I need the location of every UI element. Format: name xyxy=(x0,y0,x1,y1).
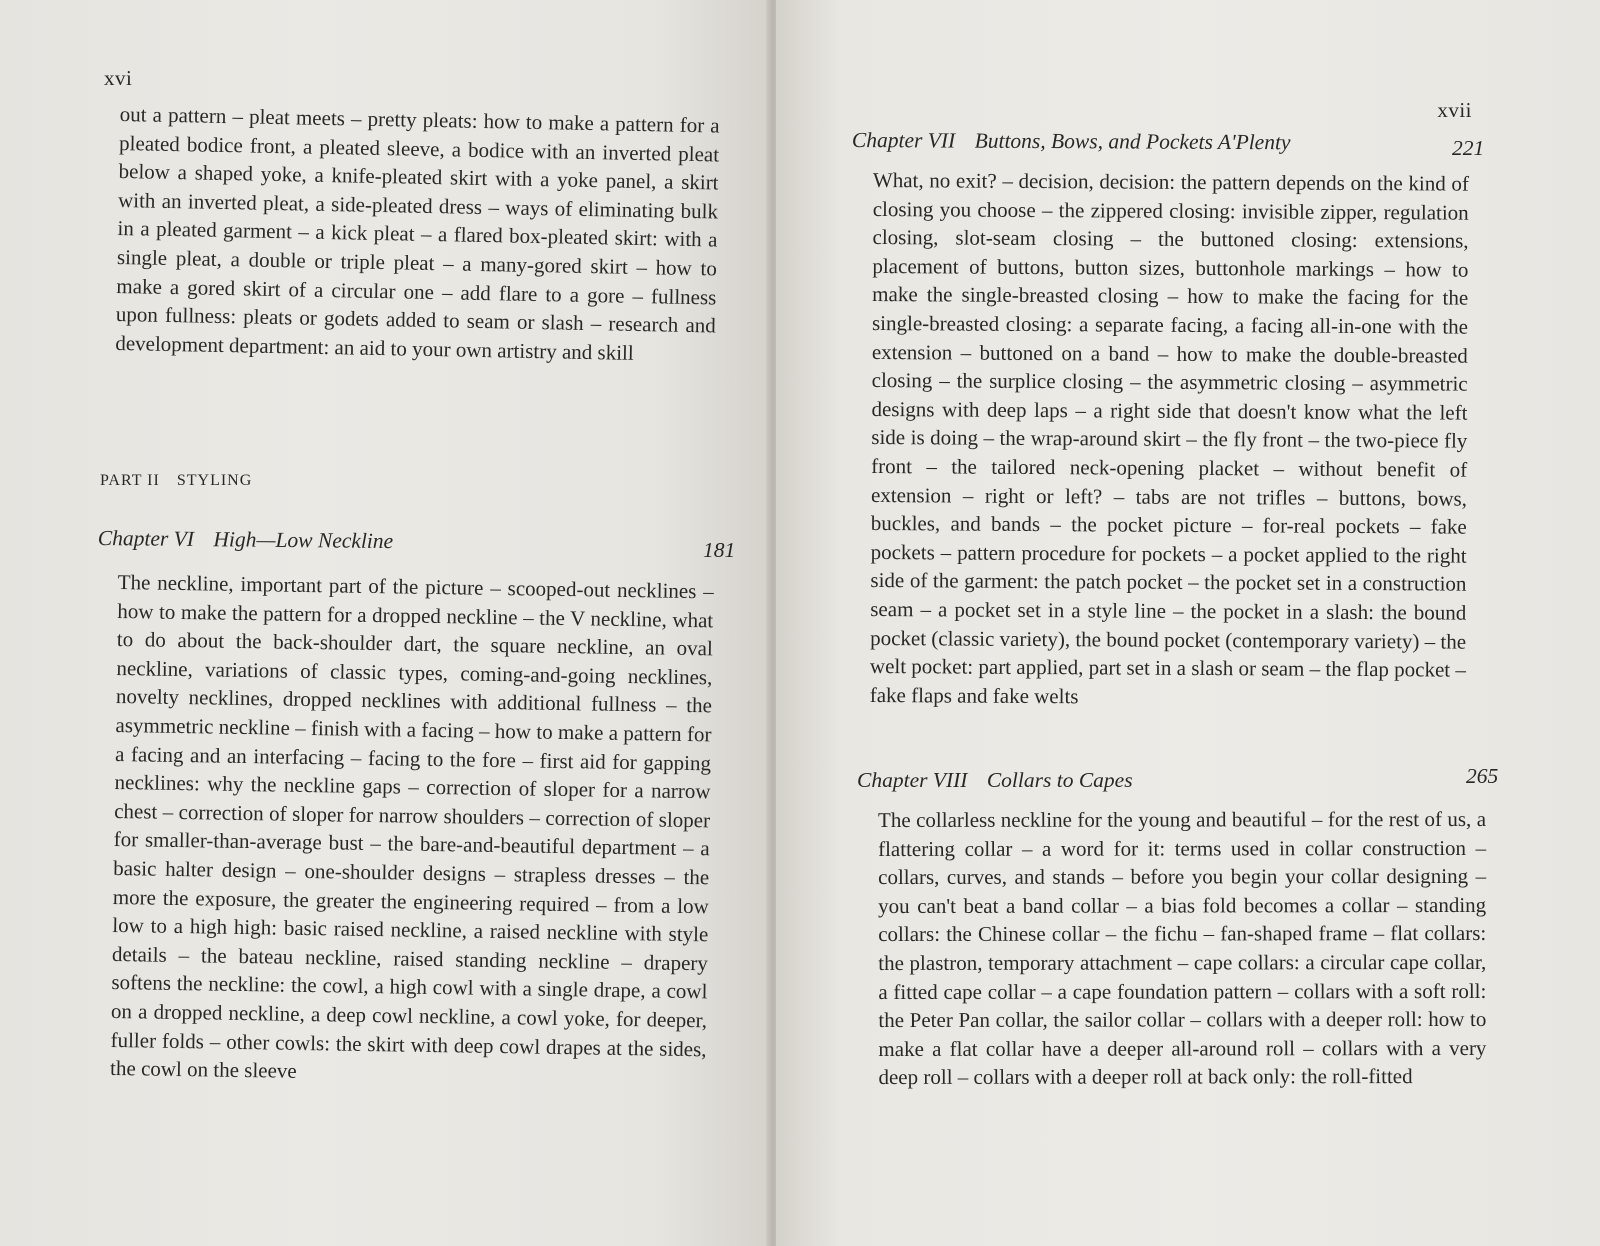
chapter-title: Collars to Capes xyxy=(986,768,1133,792)
continuation-paragraph: out a pattern – pleat meets – pretty pleats: how to make a pattern for a pleated bodice front, a pleated sleeve, a bodice with an inverted pleat below a shaped yoke, a knife-pleated skirt with a yoke panel, a skirt with an inverted pleat, a side-pleated dress – ways of eliminating bulk in a pleated garment – a kick pleat – a flared box-pleated skirt: with a single pleat, a double or triple pleat – a many-gored skirt – how to make a gored skirt of a circular one – add flare to a gore – fullness upon fullness: pleats or godets added to seam or slash – research and development department: an aid to your own artistry and skill xyxy=(115,101,720,365)
chapter-number: Chapter VI xyxy=(97,526,195,552)
part-label: PART II xyxy=(100,472,160,489)
chapter-title: Buttons, Bows, and Pockets A'Plenty xyxy=(974,128,1291,155)
chapter-summary-vii: What, no exit? – decision, decision: the pattern depends on the kind of closing you choose – the zippered closing: invisible zipper, regulation closing, slot-seam closing – the buttoned closing: extensions, placement of buttons, button sizes, buttonhole markings – how to make the single-breasted closing – how to make the facing for the single-breasted closing: a separate facing, a facing all-in-one with the extension – buttoned on a band – how to make the double-breasted closing – the surplice closing – the asymmetric closing – asymmetric designs with deep laps – a right side that doesn't know what the left side is doing – the wrap-around skirt – the fly front – the two-piece fly front – the tailored neck-opening placket – without benefit of extension – right or left? – tabs are not trifles – buttons, bows, buckles, and bands – the pocket picture – for-real pockets – fake pockets – pattern procedure for pockets – a pocket applied to the right side of the garment: the patch pocket – the pocket set in a construction seam – a pocket set in a style line – the pocket in a slash: the bound pocket (classic variety), the bound pocket (contemporary variety) – the welt pocket: part applied, part set in a slash or seam – the flap pocket – fake flaps and fake welts xyxy=(869,167,1469,708)
chapter-summary-vi: The neckline, important part of the picture – scooped-out necklines – how to make the pattern for a dropped neckline – the V neckline, what to do about the back-shoulder dart, the square neckline, an oval neckline, variations of classic types, coming-and-going necklines, novelty necklines, dropped necklines with additional fullness – the asymmetric neckline – finish with a facing – how to make a pattern for a facing and an interfacing – facing to the fore – first aid for gapping necklines: why the neckline gaps – correction of sloper for a narrow chest – correction of sloper for narrow shoulders – correction of sloper for smaller-than-average bust – the bare-and-beautiful department – a basic halter design – one-shoulder designs – strapless dresses – the more the exposure, the greater the engineering required – from a low low to a high high: basic raised neckline, a raised neckline with style details – the bateau neckline, raised standing neckline – drapery softens the neckline: the cowl, a high cowl with a single drape, a cowl on a dropped neckline, a deep cowl neckline, a cowl yoke, for deeper, fuller folds – other cowls: the skirt with deep cowl drapes at the sides, the cowl on the sleeve xyxy=(109,569,714,1083)
page-number-left: xvi xyxy=(104,66,133,90)
part-title: STYLING xyxy=(176,472,253,489)
chapter-page-number: 221 xyxy=(1452,136,1485,160)
part-heading xyxy=(100,472,264,490)
chapter-page-number: 181 xyxy=(703,538,736,562)
page-number-right: xvii xyxy=(1437,98,1472,122)
chapter-heading-viii xyxy=(857,768,1133,793)
chapter-heading-vi xyxy=(98,526,394,554)
chapter-summary-viii: The collarless neckline for the young and beautiful – for the rest of us, a flattering collar – a word for it: terms used in collar construction – collars, curves, and stands – before you begin your collar designing – you can't beat a band collar – a bias fold becomes a collar – standing collars: the Chinese collar – the fichu – fan-shaped frame – flat collars: the plastron, temporary attachment – cape collars: a circular cape collar, a fitted cape collar – a cape foundation pattern – collars with a soft roll: the Peter Pan collar, the sailor collar – collars with a deeper roll: how to make a flat collar have a deeper all-around roll – collars with a very deep roll – collars with a deeper roll at back only: the roll-fitted xyxy=(878,806,1487,1090)
chapter-number: Chapter VII xyxy=(851,128,956,153)
chapter-heading-vii xyxy=(852,128,1291,155)
chapter-number: Chapter VIII xyxy=(857,768,968,792)
left-page xyxy=(0,0,770,1246)
chapter-title: High—Low Neckline xyxy=(213,527,394,554)
chapter-page-number: 265 xyxy=(1466,764,1499,788)
